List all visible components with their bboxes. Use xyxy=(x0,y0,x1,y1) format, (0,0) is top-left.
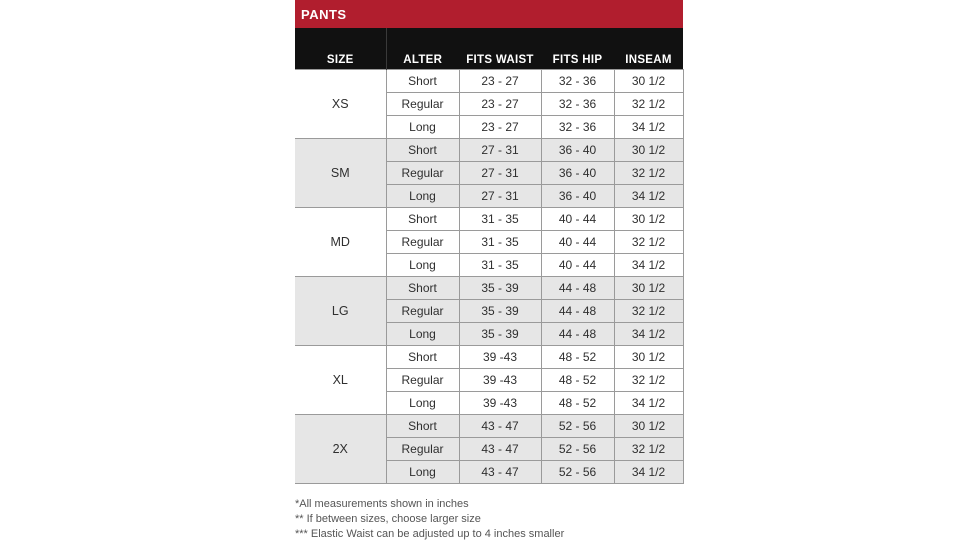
inseam-cell: 32 1/2 xyxy=(614,162,683,185)
alter-cell: Short xyxy=(386,277,459,300)
waist-cell: 23 - 27 xyxy=(459,93,541,116)
inseam-cell: 32 1/2 xyxy=(614,93,683,116)
alter-cell: Regular xyxy=(386,369,459,392)
table-row xyxy=(295,277,683,300)
alter-cell: Regular xyxy=(386,438,459,461)
alter-cell: Short xyxy=(386,346,459,369)
waist-cell: 31 - 35 xyxy=(459,254,541,277)
inseam-cell: 34 1/2 xyxy=(614,392,683,415)
waist-cell: 23 - 27 xyxy=(459,70,541,93)
header-fits-hip: FITS HIP xyxy=(541,28,614,70)
alter-cell: Long xyxy=(386,392,459,415)
waist-cell: 35 - 39 xyxy=(459,300,541,323)
hip-cell: 52 - 56 xyxy=(541,461,614,484)
waist-cell: 31 - 35 xyxy=(459,208,541,231)
inseam-cell: 32 1/2 xyxy=(614,438,683,461)
table-row xyxy=(295,208,683,231)
alter-cell: Short xyxy=(386,70,459,93)
inseam-cell: 30 1/2 xyxy=(614,208,683,231)
alter-cell: Regular xyxy=(386,300,459,323)
hip-cell: 40 - 44 xyxy=(541,254,614,277)
alter-cell: Long xyxy=(386,254,459,277)
waist-cell: 27 - 31 xyxy=(459,162,541,185)
waist-cell: 35 - 39 xyxy=(459,277,541,300)
hip-cell: 36 - 40 xyxy=(541,185,614,208)
inseam-cell: 30 1/2 xyxy=(614,346,683,369)
hip-cell: 48 - 52 xyxy=(541,346,614,369)
header-fits-waist: FITS WAIST xyxy=(459,28,541,70)
size-cell: MD xyxy=(295,208,386,277)
alter-cell: Short xyxy=(386,139,459,162)
hip-cell: 36 - 40 xyxy=(541,139,614,162)
size-cell: SM xyxy=(295,139,386,208)
hip-cell: 40 - 44 xyxy=(541,208,614,231)
waist-cell: 39 -43 xyxy=(459,369,541,392)
inseam-cell: 34 1/2 xyxy=(614,254,683,277)
waist-cell: 43 - 47 xyxy=(459,438,541,461)
hip-cell: 52 - 56 xyxy=(541,415,614,438)
inseam-cell: 34 1/2 xyxy=(614,323,683,346)
size-cell: XS xyxy=(295,70,386,139)
header-inseam: INSEAM xyxy=(614,28,683,70)
hip-cell: 48 - 52 xyxy=(541,369,614,392)
hip-cell: 48 - 52 xyxy=(541,392,614,415)
alter-cell: Long xyxy=(386,185,459,208)
footnote: *All measurements shown in inches xyxy=(295,498,469,510)
inseam-cell: 30 1/2 xyxy=(614,277,683,300)
header-size: SIZE xyxy=(295,28,386,70)
waist-cell: 31 - 35 xyxy=(459,231,541,254)
footnote: ** If between sizes, choose larger size xyxy=(295,513,481,525)
alter-cell: Short xyxy=(386,208,459,231)
hip-cell: 44 - 48 xyxy=(541,323,614,346)
inseam-cell: 30 1/2 xyxy=(614,139,683,162)
alter-cell: Long xyxy=(386,323,459,346)
inseam-cell: 32 1/2 xyxy=(614,231,683,254)
inseam-cell: 34 1/2 xyxy=(614,116,683,139)
size-cell: XL xyxy=(295,346,386,415)
footnotes xyxy=(295,497,683,542)
size-cell: 2X xyxy=(295,415,386,484)
inseam-cell: 30 1/2 xyxy=(614,415,683,438)
table-row xyxy=(295,139,683,162)
table-row xyxy=(295,346,683,369)
inseam-cell: 34 1/2 xyxy=(614,185,683,208)
size-table xyxy=(295,28,684,484)
footnote: *** Elastic Waist can be adjusted up to 4 inches smaller xyxy=(295,528,565,540)
waist-cell: 27 - 31 xyxy=(459,185,541,208)
size-chart xyxy=(295,0,683,542)
alter-cell: Regular xyxy=(386,162,459,185)
table-body xyxy=(295,70,683,484)
waist-cell: 35 - 39 xyxy=(459,323,541,346)
table-row xyxy=(295,415,683,438)
inseam-cell: 30 1/2 xyxy=(614,70,683,93)
hip-cell: 32 - 36 xyxy=(541,70,614,93)
alter-cell: Regular xyxy=(386,231,459,254)
size-cell: LG xyxy=(295,277,386,346)
hip-cell: 32 - 36 xyxy=(541,93,614,116)
waist-cell: 23 - 27 xyxy=(459,116,541,139)
chart-title: PANTS xyxy=(295,0,683,28)
waist-cell: 27 - 31 xyxy=(459,139,541,162)
alter-cell: Long xyxy=(386,461,459,484)
waist-cell: 39 -43 xyxy=(459,346,541,369)
hip-cell: 44 - 48 xyxy=(541,300,614,323)
hip-cell: 36 - 40 xyxy=(541,162,614,185)
header-row xyxy=(295,28,683,70)
alter-cell: Long xyxy=(386,116,459,139)
hip-cell: 44 - 48 xyxy=(541,277,614,300)
hip-cell: 32 - 36 xyxy=(541,116,614,139)
inseam-cell: 32 1/2 xyxy=(614,369,683,392)
alter-cell: Short xyxy=(386,415,459,438)
inseam-cell: 34 1/2 xyxy=(614,461,683,484)
waist-cell: 43 - 47 xyxy=(459,415,541,438)
inseam-cell: 32 1/2 xyxy=(614,300,683,323)
waist-cell: 39 -43 xyxy=(459,392,541,415)
waist-cell: 43 - 47 xyxy=(459,461,541,484)
alter-cell: Regular xyxy=(386,93,459,116)
hip-cell: 52 - 56 xyxy=(541,438,614,461)
header-alter: ALTER xyxy=(386,28,459,70)
table-row xyxy=(295,70,683,93)
hip-cell: 40 - 44 xyxy=(541,231,614,254)
